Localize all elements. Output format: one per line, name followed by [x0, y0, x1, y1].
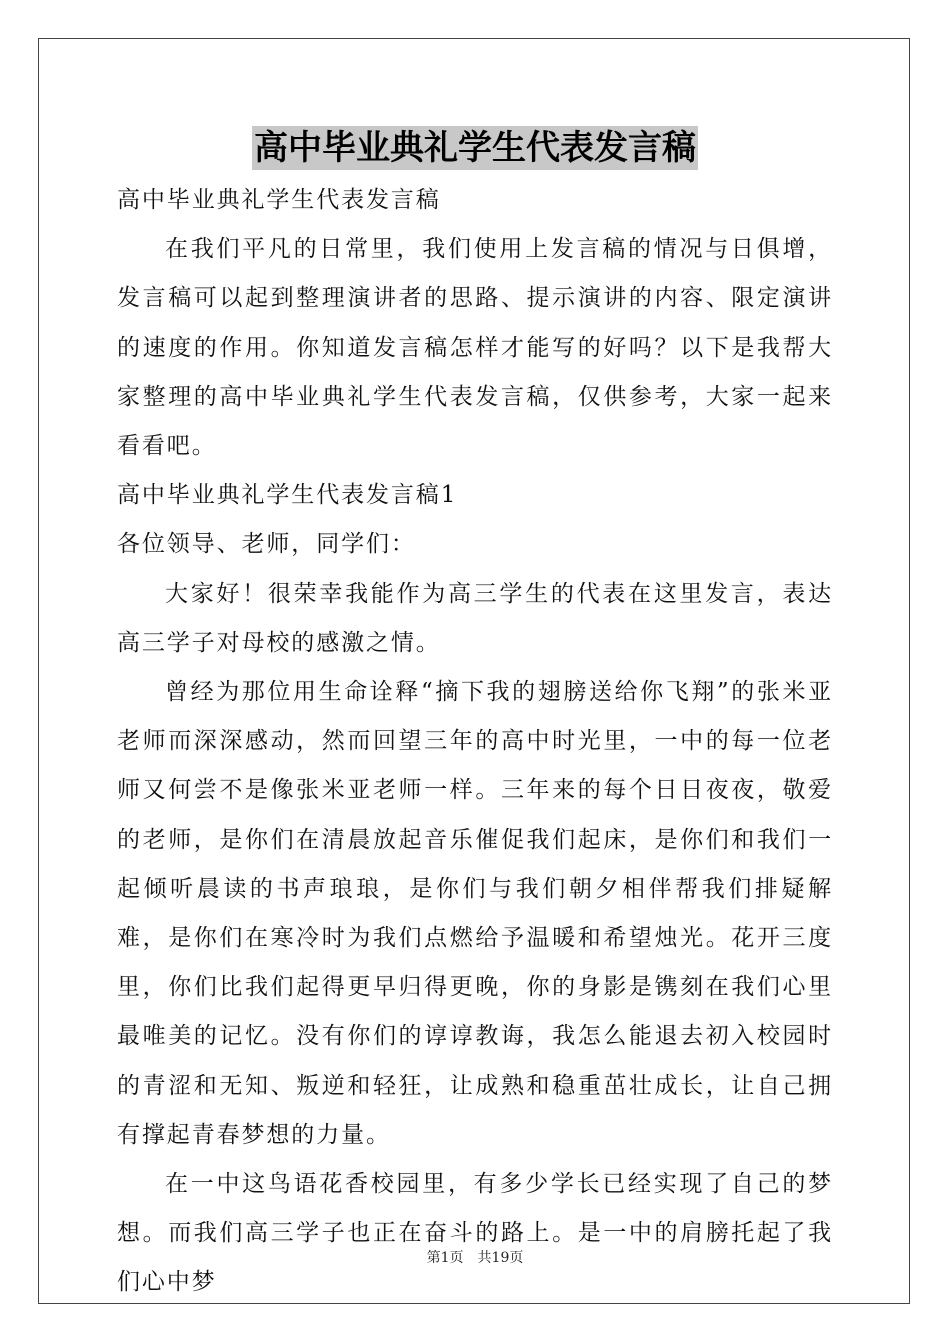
paragraph-greeting: 大家好！很荣幸我能作为高三学生的代表在这里发言，表达高三学子对母校的感激之情。: [117, 580, 833, 656]
page-total: 共19页: [477, 1250, 524, 1266]
page-footer: [0, 1247, 950, 1267]
document-title: 高中毕业典礼学生代表发言稿: [254, 128, 696, 168]
title-container: [0, 126, 950, 170]
page-number: 第1页: [426, 1250, 464, 1266]
paragraph-teachers: 曾经为那位用生命诠释“摘下我的翅膀送给你飞翔”的张米亚老师而深深感动，然而回望三年的高中时光里，一中的每一位老师又何尝不是像张米亚老师一样。三年来的每个日日夜夜，敬爱的老师，是你们在清晨放起音乐催促我们起床，是你们和我们一起倾听晨读的书声琅琅，是你们与我们朝夕相伴帮我们排疑解难，是你们在寒冷时为我们点燃给予温暖和希望烛光。花开三度里，你们比我们起得更早归得更晚，你的身影是镌刻在我们心里最唯美的记忆。没有你们的谆谆教诲，我怎么能退去初入校园时的青涩和无知、叛逆和轻狂，让成熟和稳重茁壮成长，让自己拥有撑起青春梦想的力量。: [117, 679, 833, 1148]
paragraph-subtitle: 高中毕业典礼学生代表发言稿: [117, 187, 441, 213]
paragraph-heading-1: 高中毕业典礼学生代表发言稿1: [117, 482, 458, 509]
paragraph-salutation: 各位领导、老师，同学们：: [117, 531, 416, 558]
document-body: [117, 176, 833, 1308]
paragraph-intro: 在我们平凡的日常里，我们使用上发言稿的情况与日俱增，发言稿可以起到整理演讲者的思路、提示演讲的内容、限定演讲的速度的作用。你知道发言稿怎样才能写的好吗？以下是我帮大家整理的高中毕业典礼学生代表发言稿，仅供参考，大家一起来看看吧。: [117, 236, 833, 460]
paragraph-campus: 在一中这鸟语花香校园里，有多少学长已经实现了自己的梦想。而我们高三学子也正在奋斗的路上。是一中的肩膀托起了我们心中梦: [117, 1171, 833, 1296]
